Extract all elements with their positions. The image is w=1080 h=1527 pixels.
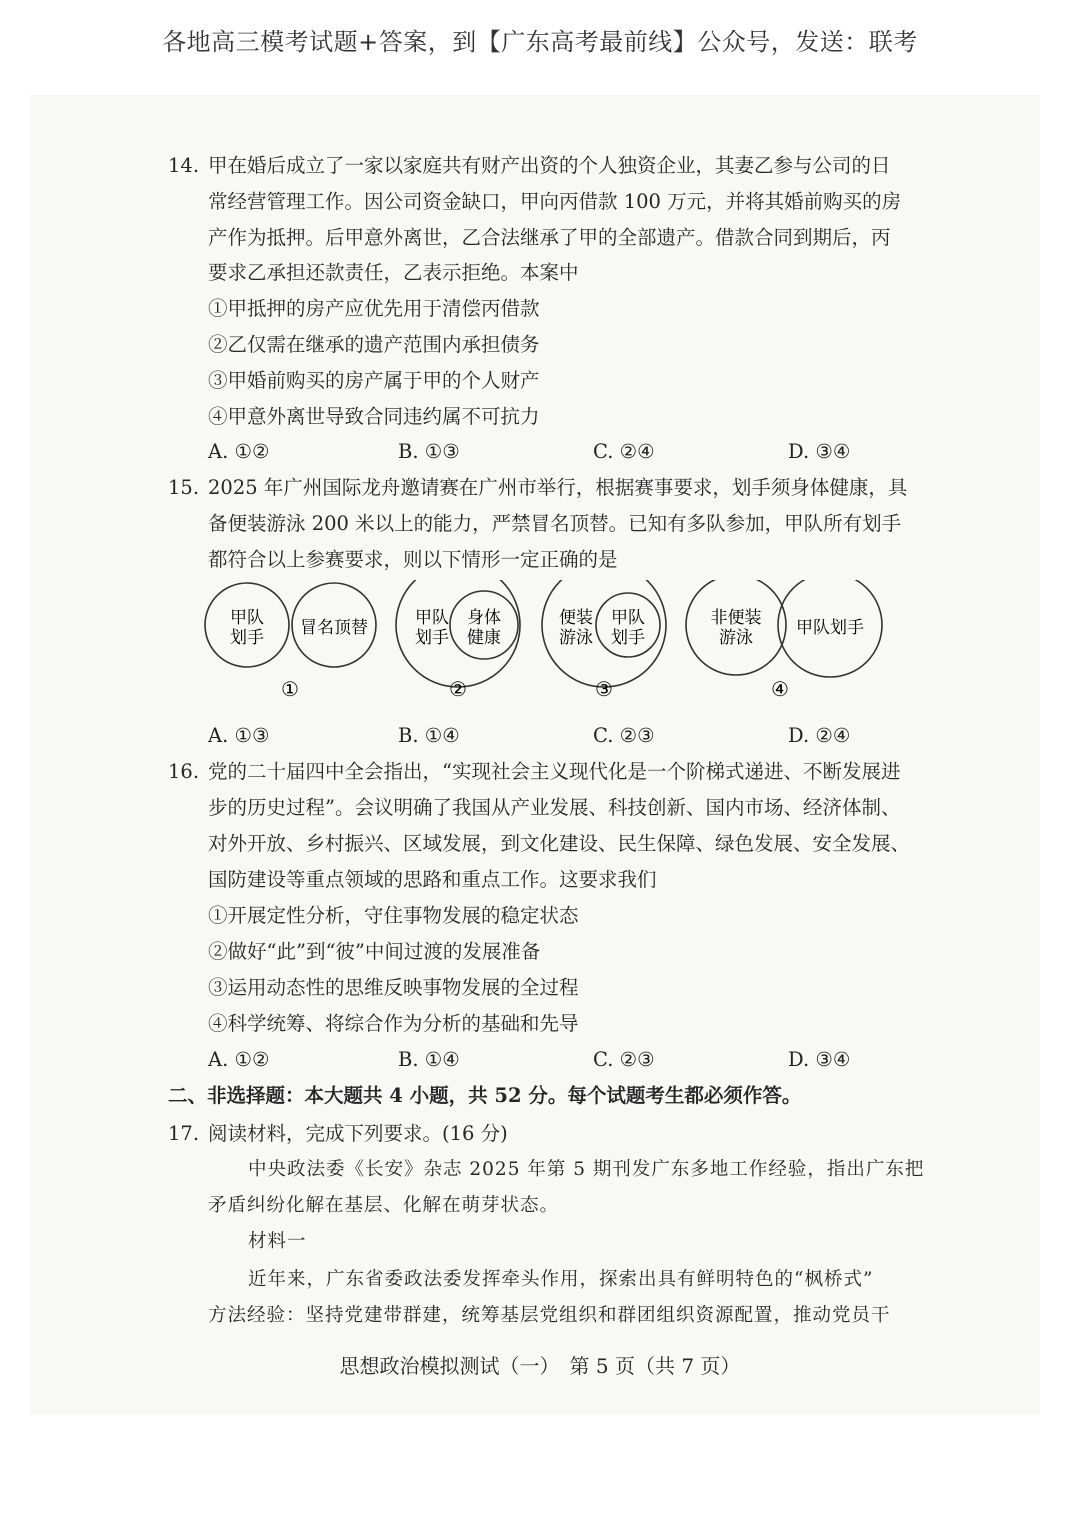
q15-number: 15. [168,476,200,499]
q15-stem-line-1: 2025 年广州国际龙舟邀请赛在广州市举行，根据赛事要求，划手须身体健康，具 [208,476,908,499]
q14-item-1: ①甲抵押的房产应优先用于清偿丙借款 [208,297,540,320]
venn1-a-line-1: 甲队 [230,608,264,628]
q16-option-b: B. ①④ [398,1048,460,1071]
q14-item-4: ④甲意外离世导致合同违约属不可抗力 [208,405,540,428]
q14-item-2: ②乙仅需在继承的遗产范围内承担债务 [208,333,540,356]
q17-intro-line-1: 中央政法委《长安》杂志 2025 年第 5 期刊发广东多地工作经验，指出广东把 [248,1159,925,1180]
venn1-a-line-2: 划手 [230,628,264,648]
venn4-a-line-2: 游泳 [719,628,753,648]
venn3-label: ③ [595,677,613,701]
venn-diagram-2 [396,580,520,701]
venn4-a-line-1: 非便装 [710,608,762,628]
venn3-a-line-1: 便装 [559,608,593,628]
venn4-label: ④ [771,677,789,701]
q15-stem-line-2: 备便装游泳 200 米以上的能力，严禁冒名顶替。已知有多队参加，甲队所有划手 [208,512,902,535]
venn-diagram-3 [542,580,666,701]
venn4-b-line-1: 甲队划手 [796,618,864,638]
venn2-label: ② [449,677,467,701]
q15-option-d: D. ②④ [788,724,851,747]
q16-option-d: D. ③④ [788,1048,851,1071]
q17-material1-title: 材料一 [248,1231,307,1252]
q14-number: 14. [168,154,200,177]
q16-stem-line-2: 步的历史过程”。会议明确了我国从产业发展、科技创新、国内市场、经济体制、 [208,796,901,819]
q14-option-a: A. ①② [208,440,270,463]
q17-intro-line-2: 矛盾纠纷化解在基层、化解在萌芽状态。 [208,1195,560,1216]
page-footer: 思想政治模拟测试（一） 第 5 页（共 7 页） [339,1354,741,1378]
q17-title: 阅读材料，完成下列要求。(16 分) [208,1122,508,1145]
q15-stem-line-3: 都符合以上参赛要求，则以下情形一定正确的是 [208,548,618,571]
q16-option-c: C. ②③ [593,1048,655,1071]
q16-options [208,1046,898,1074]
q15-option-a: A. ①③ [208,724,270,747]
q16-item-1: ①开展定性分析，守住事物发展的稳定状态 [208,904,579,927]
venn1-label: ① [281,677,299,701]
venn2-b-line-2: 健康 [467,628,501,648]
q16-number: 16. [168,760,200,783]
q16-item-4: ④科学统筹、将综合作为分析的基础和先导 [208,1012,579,1035]
venn3-b-line-2: 划手 [611,628,645,648]
q16-option-a: A. ①② [208,1048,270,1071]
venn-diagram-4 [686,580,882,701]
q16-stem-line-4: 国防建设等重点领域的思路和重点工作。这要求我们 [208,868,657,891]
venn2-b-line-1: 身体 [467,608,501,628]
venn3-a-line-2: 游泳 [559,628,593,648]
q15-venn-diagrams [200,580,900,710]
q14-options [208,438,898,466]
q14-option-b: B. ①③ [398,440,460,463]
q15-options [208,722,898,750]
q17-number: 17. [168,1122,200,1145]
q15-option-c: C. ②③ [593,724,655,747]
q14-option-c: C. ②④ [593,440,655,463]
venn-diagram-1 [205,583,376,701]
section-2-heading: 二、非选择题：本大题共 4 小题，共 52 分。每个试题考生都必须作答。 [168,1084,802,1107]
venn2-a-line-1: 甲队 [415,608,449,628]
q16-item-3: ③运用动态性的思维反映事物发展的全过程 [208,976,579,999]
promo-banner: 各地高三模考试题+答案，到【广东高考最前线】公众号，发送：联考 [162,28,918,56]
q14-stem-line-4: 要求乙承担还款责任，乙表示拒绝。本案中 [208,261,579,284]
q14-stem-line-2: 常经营管理工作。因公司资金缺口，甲向丙借款 100 万元，并将其婚前购买的房 [208,190,902,213]
q14-option-d: D. ③④ [788,440,851,463]
q16-item-2: ②做好“此”到“彼”中间过渡的发展准备 [208,940,541,963]
q15-option-b: B. ①④ [398,724,460,747]
venn3-b-line-1: 甲队 [611,608,645,628]
venn1-b-line-1: 冒名顶替 [300,618,368,638]
q14-stem-line-3: 产作为抵押。后甲意外离世，乙合法继承了甲的全部遗产。借款合同到期后，丙 [208,226,891,249]
q16-stem-line-3: 对外开放、乡村振兴、区域发展，到文化建设、民生保障、绿色发展、安全发展、 [208,832,911,855]
q17-material1-line-2: 方法经验：坚持党建带群建，统筹基层党组织和群团组织资源配置，推动党员干 [208,1305,891,1326]
venn2-a-line-2: 划手 [415,628,449,648]
q14-item-3: ③甲婚前购买的房产属于甲的个人财产 [208,369,540,392]
q14-stem-line-1: 甲在婚后成立了一家以家庭共有财产出资的个人独资企业，其妻乙参与公司的日 [208,154,891,177]
q16-stem-line-1: 党的二十届四中全会指出，“实现社会主义现代化是一个阶梯式递进、不断发展进 [208,760,901,783]
q17-material1-line-1: 近年来，广东省委政法委发挥牵头作用，探索出具有鲜明特色的“枫桥式” [248,1269,874,1290]
